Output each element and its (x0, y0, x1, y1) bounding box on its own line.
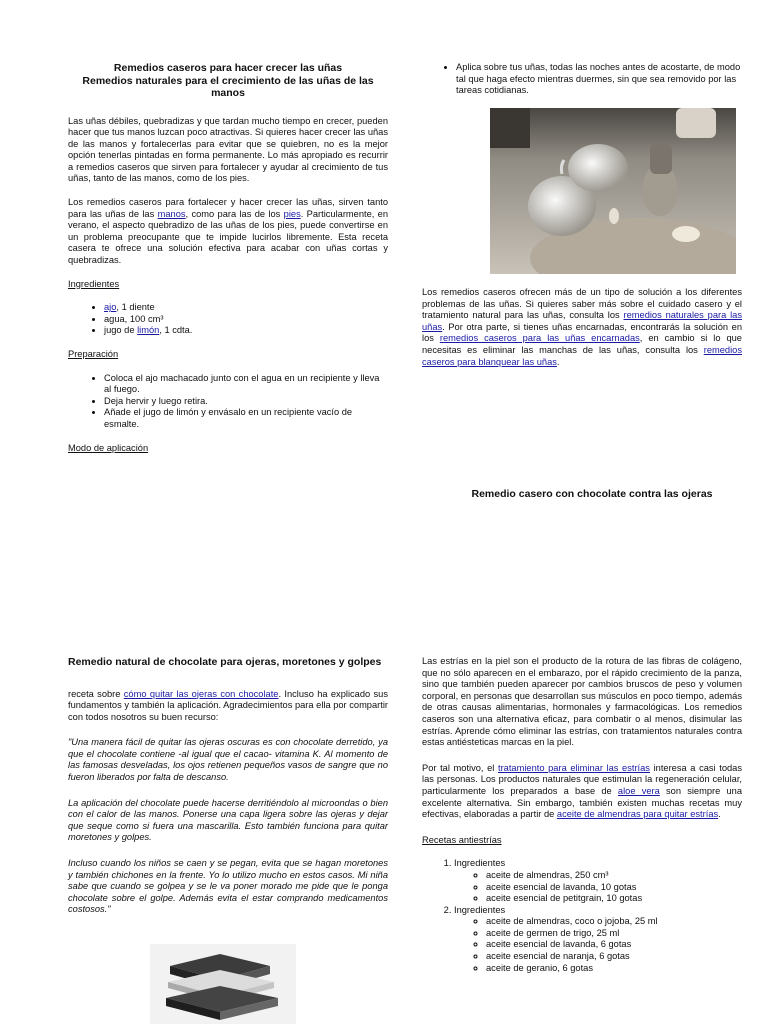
quote-paragraph: La aplicación del chocolate puede hacerse derritiéndolo al microondas o bien con el calor de las manos. Ponerse una capa ligera sobre las ojeras y dejar que seque como si fuera una mascarilla. Esto también funciona para quitar moretones y golpes. (68, 797, 388, 843)
recipes-list (422, 858, 742, 974)
article-title: Remedios caseros para hacer crecer las uñas Remedios naturales para el crecimiento de las uñas de las manos (82, 62, 374, 99)
intro-paragraph: Las uñas débiles, quebradizas y que tardan mucho tiempo en crecer, pueden hacer que tus manos luzcan poco atractivas. Si quieres hacer crecer las uñas de las manos y fortalecerlas para evitar que se quiebren, no es la mejor opción tenerlas pintadas en forma permanente. Lo más apropiado es recurrir a remedios caseros que sirven para fortalecer y ayudar al crecimiento de tus uñas, tanto de las manos, como de los pies. (68, 115, 388, 184)
chocolate-illustration (150, 944, 296, 1024)
list-item: ◦ aceite de almendras, coco o jojoba, 25 ml (486, 916, 742, 928)
quote-paragraph: "Una manera fácil de quitar las ojeras oscuras es con chocolate derretido, ya que el chocolate contiene -al igual que el cacao- vitamina K. Al momento de las famosas desveladas, los ojos retienen pequeños vasos de sangre que no fueron liberados por falta de descanso. (68, 737, 388, 783)
ingredients-heading: Ingredientes (68, 278, 120, 289)
list-item: • jugo de limón, 1 cdta. (104, 325, 388, 337)
stretch-marks-paragraph: Por tal motivo, el tratamiento para eliminar las estrías interesa a casi todas las personas. Los productos naturales que estimulan la regeneración celular, particularmente los preparados a base de aloe vera son siempre una excelente alternativa. Sin embargo, también existen muchas recetas muy efectivas, elaboradas a partir de aceite de almendras para quitar estrías. (422, 762, 742, 820)
chocolate-intro: receta sobre cómo quitar las ojeras con chocolate. Incluso ha explicado sus fundamentos y también la aplicación. Agradecimientos para ella por compartir con todos nosotros su buen recurso: (68, 688, 388, 722)
link-remedios-naturales-unas[interactable]: remedios naturales para las uñas (422, 310, 742, 332)
list-item: • Coloca el ajo machacado junto con el agua en un recipiente y lleva al fuego. (104, 373, 388, 396)
list-item: • Deja hervir y luego retira. (104, 396, 388, 408)
list-item: • Aplica sobre tus uñas, todas las noches antes de acostarte, de modo tal que haga efecto mientras duermes, sin que sea removido por las tareas cotidianas. (456, 62, 742, 97)
garlic-illustration (490, 108, 736, 274)
chocolate-article (68, 656, 388, 916)
list-item: • ajo, 1 diente (104, 302, 388, 314)
list-item: ◦ aceite esencial de lavanda, 6 gotas (486, 939, 742, 951)
link-manos[interactable]: manos (157, 208, 186, 219)
list-item: • Añade el jugo de limón y envásalo en un recipiente vacío de esmalte. (104, 407, 388, 430)
list-item: ◦ aceite esencial de lavanda, 10 gotas (486, 882, 742, 894)
preparation-list (68, 373, 388, 431)
preparation-heading: Preparación (68, 349, 119, 359)
nails-article (68, 62, 388, 454)
chocolate-section-title: Remedio casero con chocolate contra las ojeras (471, 488, 713, 500)
list-item: • agua, 100 cm³ (104, 314, 388, 326)
list-item: ◦ aceite esencial de naranja, 6 gotas (486, 951, 742, 963)
chocolate-article-title: Remedio natural de chocolate para ojeras, moretones y golpes (68, 656, 382, 668)
recipe-item: 1. Ingredientes ◦ aceite de almendras, 250 cm³ ◦ aceite esencial de lavanda, 10 gotas ◦ aceite esencial de petitgrain, 10 gotas (454, 858, 742, 904)
chocolate-photo (150, 944, 296, 1024)
application-heading: Modo de aplicación (68, 442, 149, 453)
link-ojeras-chocolate[interactable]: cómo quitar las ojeras con chocolate (123, 688, 279, 699)
link-limon[interactable]: limón (137, 325, 160, 336)
link-tratamiento-estrias[interactable]: tratamiento para eliminar las estrías (498, 762, 650, 773)
link-aloe-vera[interactable]: aloe vera (617, 785, 660, 796)
nails-related-paragraph: Los remedios caseros ofrecen más de un tipo de solución a los diferentes problemas de las uñas. Si quieres saber más sobre el cuidado casero y el tratamiento natural para las uñas, consulta los remedios naturales para las uñas. Por otra parte, si tienes uñas encarnadas, encontrarás la solución en los remedios caseros para las uñas encarnadas, en cambio si lo que necesitas es eliminar las manchas de las uñas, consulta los remedios caseros para blanquear las uñas. (422, 287, 742, 367)
nails-article-continued (422, 62, 742, 97)
link-blanquear-unas[interactable]: remedios caseros para blanquear las uñas (422, 344, 742, 367)
link-unas-encarnadas[interactable]: remedios caseros para las uñas encarnadas (439, 333, 640, 344)
paragraph-hands-feet: Los remedios caseros para fortalecer y hacer crecer las uñas, sirven tanto para las uñas de las manos, como para las de los pies. Particularmente, en verano, el aspecto quebradizo de las uñas de los pies, puede convertirse en un problema preocupante que te impide lucirlos libremente. Esta receta casera te ofrece una solución efectiva para acabar con uñas cortas y quebradizas. (68, 197, 389, 266)
link-pies[interactable]: pies (283, 208, 301, 219)
stretch-marks-article (422, 656, 742, 974)
recipe-ingredients (454, 916, 742, 974)
quote-paragraph: Incluso cuando los niños se caen y se pegan, evita que se hagan moretones y también chichones en la frente. Yo lo utilizo mucho en estos casos. Mi niña sabe que cuando se golpea y se le va poner morado me pide que le ponga chocolate sobre el golpe. Además evita el estar comprando medicamentos costosos." (68, 858, 388, 915)
list-item: ◦ aceite de geranio, 6 gotas (486, 963, 742, 975)
recipes-heading: Recetas antiestrías (422, 834, 502, 845)
list-item: ◦ aceite de germen de trigo, 25 ml (486, 928, 742, 940)
recipe-item: 2. Ingredientes ◦ aceite de almendras, coco o jojoba, 25 ml ◦ aceite de germen de trigo, 25 ml ◦ aceite esencial de lavanda, 6 gotas ◦ aceite esencial de naranja, 6 gotas ◦ aceite de geranio, 6 gotas (454, 905, 742, 975)
list-item: ◦ aceite esencial de petitgrain, 10 gotas (486, 893, 742, 905)
recipe-ingredients (454, 870, 742, 905)
ingredients-list (68, 302, 388, 337)
list-item: ◦ aceite de almendras, 250 cm³ (486, 870, 742, 882)
link-aceite-almendras[interactable]: aceite de almendras para quitar estrías (556, 809, 719, 820)
link-ajo[interactable]: ajo (104, 302, 117, 313)
stretch-marks-intro: Las estrías en la piel son el producto de la rotura de las fibras de colágeno, que no sólo aparecen en el embarazo, por el rápido crecimiento de la panza, sino que también pueden aparecer por cambios bruscos de peso y volumen corporal, en personas que desarrollan sus músculos en poco tiempo, además de otras causas alimentarias, hormonales y farmacológicas. Los remedios caseros son una alternativa eficaz, para combatir o al menos, disimular las estrías. Aprende cómo eliminar las estrías, con tratamientos naturales contra estas antiésteticas marcas en la piel. (422, 656, 742, 748)
garlic-photo (490, 108, 736, 274)
application-list (422, 62, 742, 97)
